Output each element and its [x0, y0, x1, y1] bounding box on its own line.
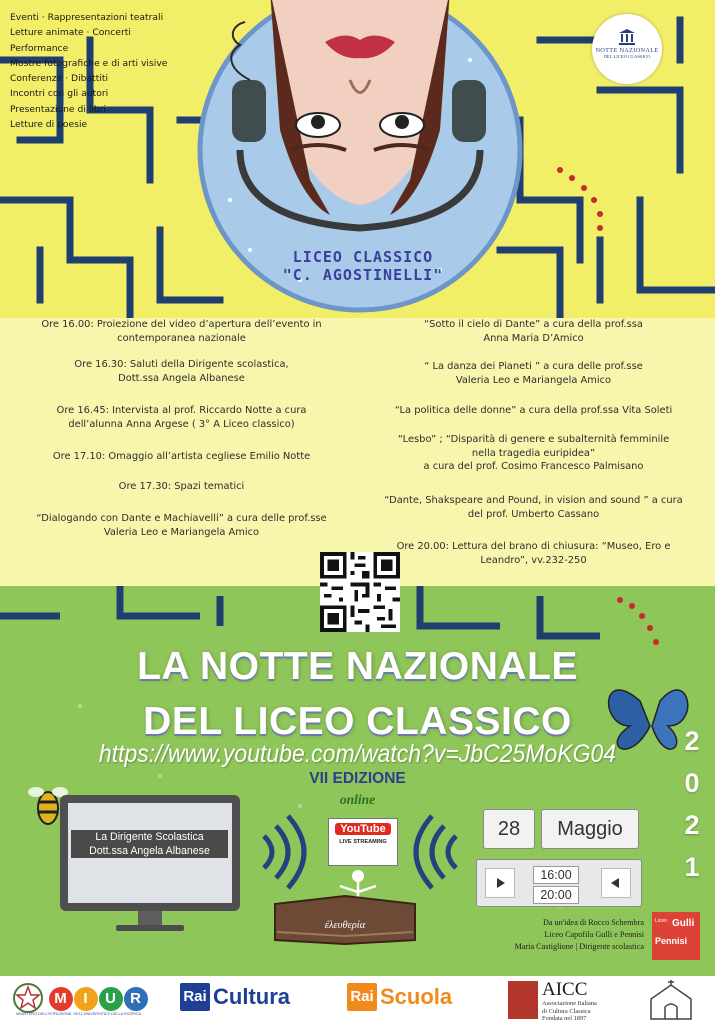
event-item: Mostre fotografiche e di arti visive [10, 57, 168, 69]
edition-label: VII EDIZIONE [309, 770, 406, 787]
program-item: Ore 20.00: Lettura del brano di chiusura: “Museo, Ero e Leandro”, vv.232-250 [396, 541, 671, 566]
credit-line: Maria Castiglione | Dirigente scolastica [514, 941, 644, 951]
aicc-logo: AICC [542, 979, 588, 1000]
program-item: “Lesbo” ; “Disparità di genere e subalternità femminile nella tragedia euripidea” a cura del prof. Cosimo Francesco Palmisano [397, 434, 670, 473]
school-name-line-1: LICEO CLASSICO [292, 248, 434, 266]
dirigente-line-1: La Dirigente Scolastica [71, 830, 228, 844]
monitor-stand [138, 911, 162, 925]
credit-line: Liceo Capofila Gulli e Pennisi [544, 929, 644, 939]
end-time: 20:00 [533, 886, 579, 904]
aicc-emblem [508, 981, 538, 1019]
year-digit: 0 [684, 768, 700, 798]
credits [440, 917, 644, 952]
youtube-live-logo[interactable] [328, 818, 398, 866]
year-digit: 2 [684, 810, 700, 840]
top-artwork [0, 0, 715, 318]
badge-line-1: NOTTE NAZIONALE [595, 47, 659, 54]
book-icon [271, 892, 419, 946]
main-title-line-2: DEL LICEO CLASSICO [143, 700, 572, 743]
program-item: Ore 16.45: Intervista al prof. Riccardo Notte a cura dell’alunna Anna Argese ( 3° A Liceo classico) [56, 405, 307, 430]
monitor-base [116, 925, 184, 931]
rai-cultura-mark: Rai [180, 983, 210, 1011]
dirigente-caption [67, 830, 232, 858]
live-streaming-label: LIVE STREAMING [339, 839, 387, 845]
program-item: “Dante, Shakspeare and Pound, in vision and sound ” a cura del prof. Umberto Cassano [384, 495, 683, 520]
event-item: Letture animate · Concerti [10, 27, 131, 39]
program-item: Ore 17.10: Omaggio all’artista cegliese Emilio Notte [52, 451, 311, 462]
time-player-bar [476, 859, 642, 907]
notte-nazionale-badge [592, 14, 662, 84]
stream-url-link[interactable]: https://www.youtube.com/watch?v=JbC25MoKG04 [98, 740, 617, 768]
rewind-button[interactable] [601, 868, 631, 898]
program-item: Ore 17.30: Spazi tematici [118, 481, 245, 492]
play-icon [486, 869, 514, 897]
online-label: online [339, 792, 376, 807]
book-illustration [271, 892, 419, 946]
event-month: Maggio [541, 809, 639, 849]
rai-scuola-logo: Scuola [380, 984, 453, 1009]
event-item: Performance [10, 42, 69, 54]
aicc-subtitle: Associazione Italiana di Cultura Classica Fondata nel 1897 [542, 1000, 597, 1023]
program-item: “ La danza dei Pianeti ” a cura delle prof.sse Valeria Leo e Mariangela Amico [424, 361, 643, 386]
school-name [228, 248, 498, 284]
book-title: ἐλευθερία [324, 920, 366, 931]
qr-code-icon[interactable] [320, 552, 400, 632]
program-item: “Dialogando con Dante e Machiavelli” a cura delle prof.sse Valeria Leo e Mariangela Amico [36, 513, 327, 538]
credit-line: Da un'idea di Rocco Schembra [542, 918, 644, 927]
gulli-pennisi-logo: Liceo Gulli Pennisi [652, 912, 700, 960]
year-digit: 1 [684, 852, 700, 882]
miur-subtitle: MINISTERO DELL'ISTRUZIONE, DELL'UNIVERSITÀ E DELLA RICERCA [16, 1012, 142, 1016]
republic-emblem-icon [12, 982, 44, 1014]
program-item: Ore 16.00: Proiezione del video d’apertura dell’evento in contemporanea nazionale [41, 319, 322, 344]
rai-cultura-logo: Cultura [213, 984, 290, 1009]
start-time: 16:00 [533, 866, 579, 884]
program-item: Ore 16.30: Saluti della Dirigente scolastica, Dott.ssa Angela Albanese [74, 359, 289, 384]
miur-logo: M I U R [49, 983, 149, 1011]
dirigente-line-2: Dott.ssa Angela Albanese [71, 844, 228, 858]
program-item: “Sotto il cielo di Dante” a cura della prof.ssa Anna Maria D’Amico [424, 319, 643, 344]
events-list [10, 10, 167, 132]
play-button[interactable] [485, 868, 515, 898]
rai-scuola-mark: Rai [347, 983, 377, 1011]
program-section [0, 318, 715, 586]
youtube-logo-text: YouTube [335, 823, 391, 835]
event-item: Conferenze · Dibattiti [10, 73, 109, 85]
temple-icon [618, 29, 636, 45]
event-day: 28 [483, 809, 535, 849]
event-item: Incontri con gli autori [10, 88, 109, 100]
event-item: Eventi · Rappresentazioni teatrali [10, 12, 164, 23]
badge-line-2: DEL LICEO CLASSICO [603, 54, 651, 59]
event-item: Letture di poesie [10, 119, 88, 131]
program-item: “La politica delle donne” a cura della prof.ssa Vita Soleti [394, 405, 673, 416]
rewind-icon [602, 869, 630, 897]
year-digit: 2 [684, 726, 700, 756]
event-item: Presentazione di libri [10, 103, 107, 115]
event-times [533, 866, 579, 906]
school-name-line-2: "C. AGOSTINELLI" [282, 266, 444, 284]
main-title-line-1: LA NOTTE NAZIONALE [137, 645, 578, 688]
church-icon [645, 979, 697, 1021]
